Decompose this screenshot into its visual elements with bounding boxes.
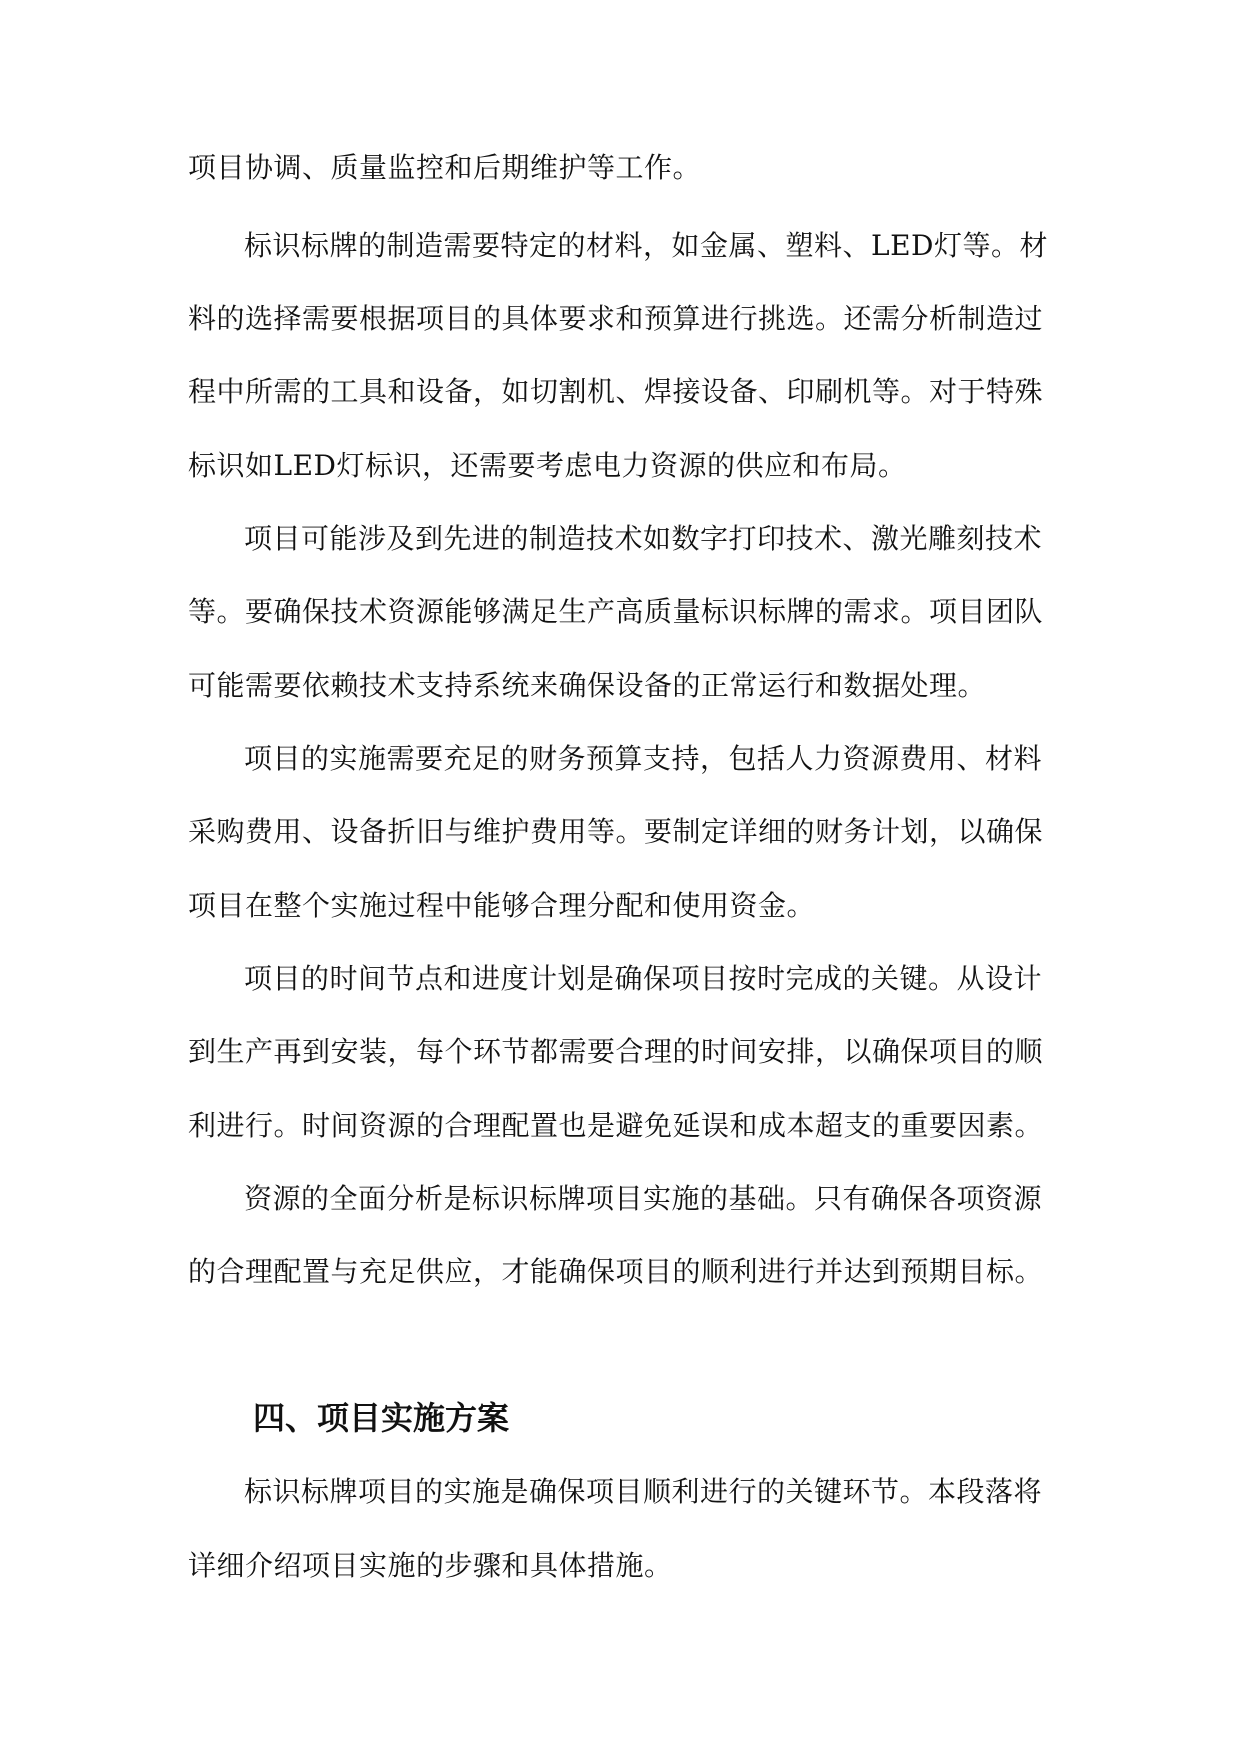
text-line: 项目在整个实施过程中能够合理分配和使用资金。 — [188, 889, 816, 922]
text-line: 标识如LED灯标识，还需要考虑电力资源的供应和布局。 — [188, 449, 907, 482]
text-line: 详细介绍项目实施的步骤和具体措施。 — [188, 1549, 673, 1582]
text-line: 资源的全面分析是标识标牌项目实施的基础。只有确保各项资源 — [244, 1182, 1043, 1215]
text-line: 的合理配置与充足供应，才能确保项目的顺利进行并达到预期目标。 — [188, 1255, 1044, 1288]
text-line: 等。要确保技术资源能够满足生产高质量标识标牌的需求。项目团队 — [188, 595, 1044, 628]
text-line: 可能需要依赖技术支持系统来确保设备的正常运行和数据处理。 — [188, 669, 987, 702]
text-line: 标识标牌项目的实施是确保项目顺利进行的关键环节。本段落将 — [244, 1475, 1043, 1508]
text-line: 利进行。时间资源的合理配置也是避免延误和成本超支的重要因素。 — [188, 1109, 1044, 1142]
text-line: 到生产再到安装，每个环节都需要合理的时间安排，以确保项目的顺 — [188, 1035, 1044, 1068]
text-line: 标识标牌的制造需要特定的材料，如金属、塑料、LED灯等。材 — [244, 229, 1048, 262]
text-line: 项目的实施需要充足的财务预算支持，包括人力资源费用、材料 — [244, 742, 1043, 775]
text-line: 程中所需的工具和设备，如切割机、焊接设备、印刷机等。对于特殊 — [188, 375, 1044, 408]
text-line: 料的选择需要根据项目的具体要求和预算进行挑选。还需分析制造过 — [188, 302, 1044, 335]
text-line: 项目可能涉及到先进的制造技术如数字打印技术、激光雕刻技术 — [244, 522, 1043, 555]
text-line: 采购费用、设备折旧与维护费用等。要制定详细的财务计划，以确保 — [188, 815, 1044, 848]
section-heading: 四、项目实施方案 — [253, 1399, 510, 1437]
text-line: 项目的时间节点和进度计划是确保项目按时完成的关键。从设计 — [244, 962, 1043, 995]
text-line: 项目协调、质量监控和后期维护等工作。 — [188, 151, 702, 184]
